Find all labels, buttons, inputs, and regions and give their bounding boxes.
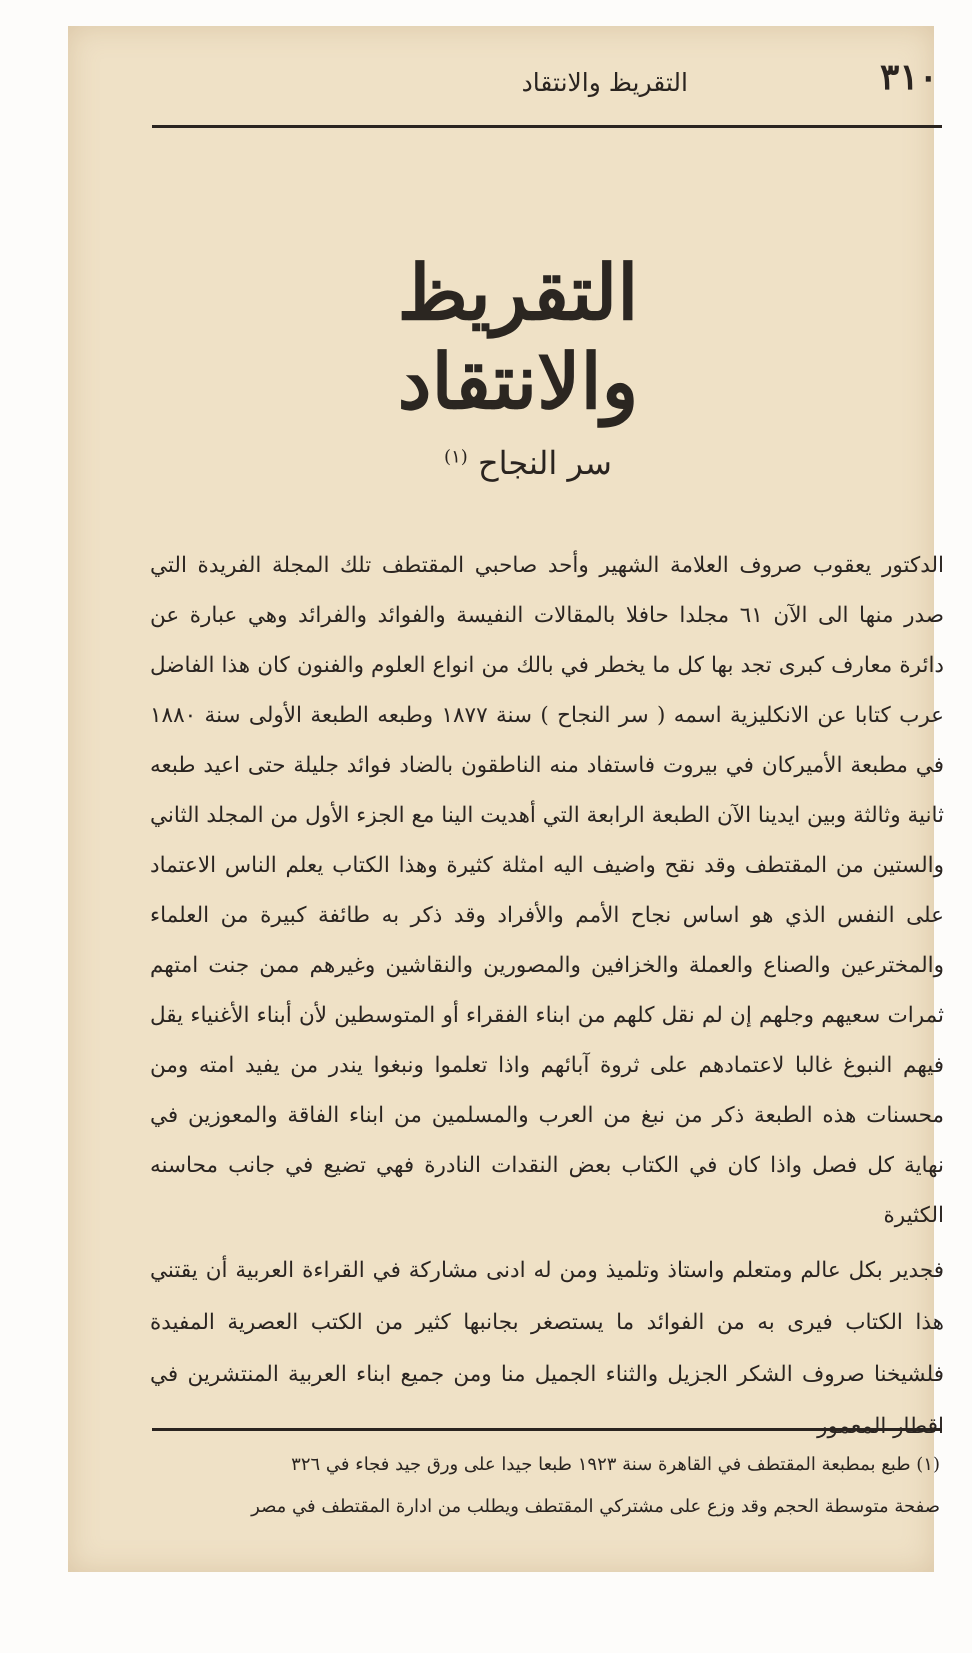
header-rule (152, 125, 942, 128)
scanned-page (68, 26, 945, 1572)
footnote-rule (152, 1428, 942, 1431)
running-head (152, 56, 938, 116)
page-number: ٣١٠ (879, 56, 938, 98)
body-paragraph: فجدير بكل عالم ومتعلم واستاذ وتلميذ ومن له ادنى مشاركة في القراءة العربية أن يقتني هذا الكتاب فيرى به من الفوائد ما يستصغر بجانبها كثير من الكتب العصرية المفيدة فلشيخنا صروف الشكر الجزيل والثناء الجميل منا ومن جميع ابناء العربية المنتشرين في اقطار المعمور (150, 1258, 944, 1439)
footnote (150, 1444, 940, 1528)
body-paragraph: الدكتور يعقوب صروف العلامة الشهير وأحد صاحبي المقتطف تلك المجلة الفريدة التي صدر منها الى الآن ٦١ مجلدا حافلا بالمقالات النفيسة والفوائد والفرائد وهي عبارة عن دائرة معارف كبرى تجد بها كل ما يخطر في بالك من انواع العلوم والفنون كان هذا الفاضل عرب كتابا عن الانكليزية اسمه ( سر النجاح ) سنة ١٨٧٧ وطبعه الطبعة الأولى سنة ١٨٨٠ في مطبعة الأميركان في بيروت فاستفاد منه الناطقون بالضاد فوائد جليلة حتى اعيد طبعه ثانية وثالثة وبين ايدينا الآن الطبعة الرابعة التي أهديت الينا مع الجزء الأول من المجلد الثاني والستين من المقتطف وقد نقح واضيف اليه امثلة كثيرة وهذا الكتاب يعلم الناس الاعتماد على النفس الذي هو اساس نجاح الأمم والأفراد وقد ذكر به طائفة كبيرة من العلماء والمخترعين والصناع والعملة والخزافين والمصورين والنقاشين وغيرهم ممن جنت امتهم ثمرات سعيهم وجلهم إن لم نقل كلهم من ابناء الفقراء أو المتوسطين لأن أبناء الأغنياء يقل فيهم النبوغ غالبا لاعتمادهم على ثروة آبائهم واذا تعلموا ونبغوا يندر من يفيد امته ومن محسنات هذه الطبعة ذكر من نبغ من العرب والمسلمين من ابناء الفاقة والمعوزين في نهاية كل فصل واذا كان في الكتاب بعض النقدات النادرة فهي تضيع في جانب محاسنه الكثيرة (150, 553, 945, 1228)
footnote-line: صفحة متوسطة الحجم وقد وزع على مشتركي المقتطف ويطلب من ادارة المقتطف في مصر (251, 1496, 940, 1517)
footnote-line: (١) طبع بمطبعة المقتطف في القاهرة سنة ١٩٢٣ طبعا جيدا على ورق جيد فجاء في ٣٢٦ (291, 1454, 940, 1475)
running-title: التقريظ والانتقاد (521, 68, 688, 97)
article-title (368, 444, 688, 482)
article-title-text: سر النجاح (477, 444, 612, 482)
section-title: التقريظ والانتقاد (397, 248, 639, 426)
article-body (150, 541, 944, 1453)
footnote-marker: (١) (444, 446, 468, 468)
